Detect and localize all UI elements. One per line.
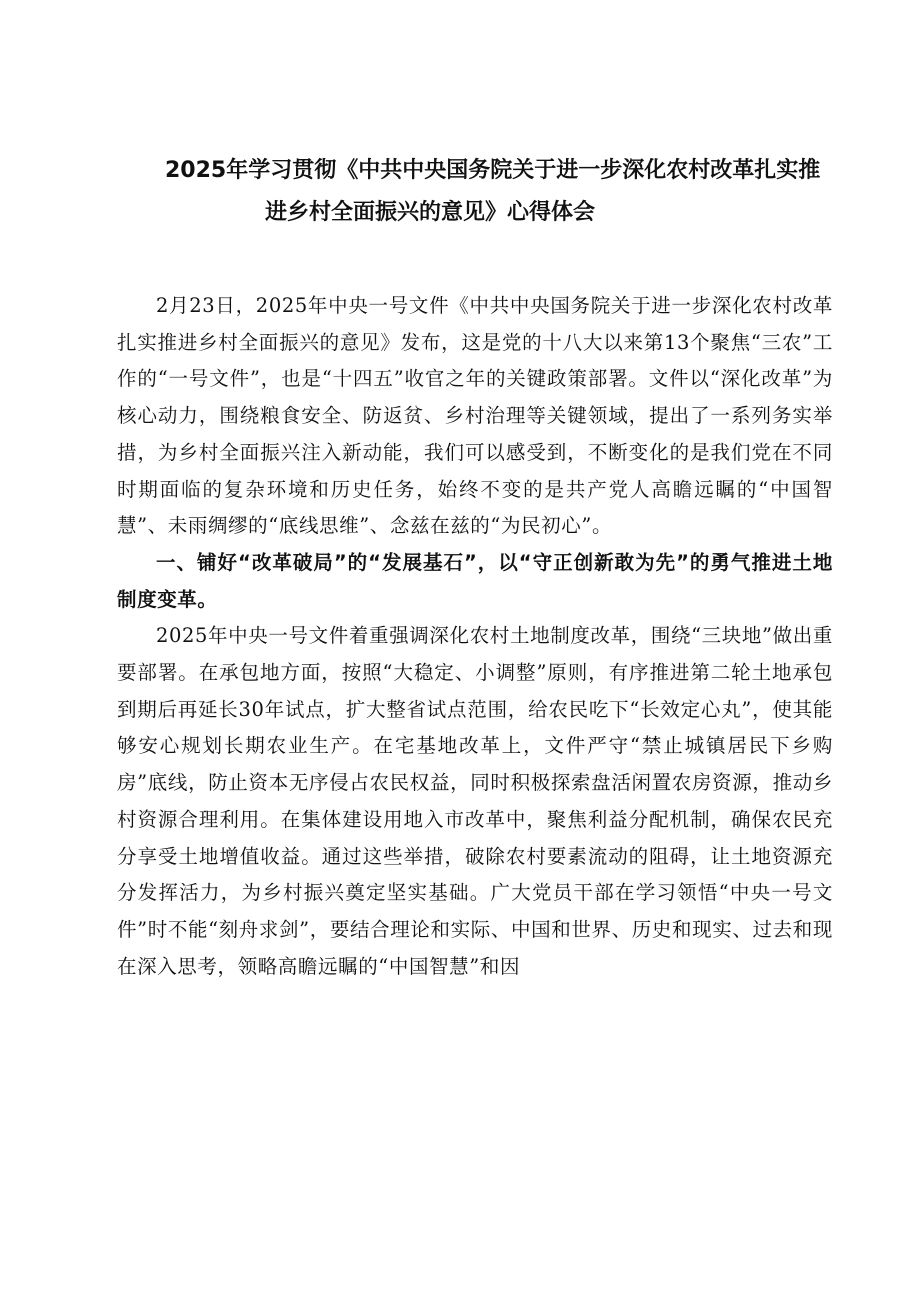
document-title [165, 150, 845, 234]
document-body [117, 288, 833, 985]
section-1-paragraph: 2025年中央一号文件着重强调深化农村土地制度改革，围绕“三块地”做出重要部署。在承包地方面，按照“大稳定、小调整”原则，有序推进第二轮土地承包到期后再延长30年试点，扩大整省试点范围，给农民吃下“长效定心丸”，使其能够安心规划长期农业生产。在宅基地改革上，文件严守“禁止城镇居民下乡购房”底线，防止资本无序侵占农民权益，同时积极探索盘活闲置农房资源，推动乡村资源合理利用。在集体建设用地入市改革中，聚焦利益分配机制，确保农民充分享受土地增值收益。通过这些举措，破除农村要素流动的阻碍，让土地资源充分发挥活力，为乡村振兴奠定坚实基础。广大党员干部在学习领悟“中央一号文件”时不能“刻舟求剑”，要结合理论和实际、中国和世界、历史和现实、过去和现在深入思考，领略高瞻远瞩的“中国智慧”和因 [117, 624, 833, 978]
title-line-1: 2025年学习贯彻《中共中央国务院关于进一步深化农村改革扎实推 [165, 158, 821, 183]
intro-paragraph: 2月23日，2025年中央一号文件《中共中央国务院关于进一步深化农村改革扎实推进乡村全面振兴的意见》发布，这是党的十八大以来第13个聚焦“三农”工作的“一号文件”，也是“十四五”收官之年的关键政策部署。文件以“深化改革”为核心动力，围绕粮食安全、防返贫、乡村治理等关键领域，提出了一系列务实举措，为乡村全面振兴注入新动能，我们可以感受到，不断变化的是我们党在不同时期面临的复杂环境和历史任务，始终不变的是共产党人高瞻远瞩的“中国智慧”、未雨绸缪的“底线思维”、念兹在兹的“为民初心”。 [117, 294, 833, 538]
title-line-2: 进乡村全面振兴的意见》心得体会 [265, 200, 596, 225]
section-heading-1: 一、铺好“改革破局”的“发展基石”，以“守正创新敢为先”的勇气推进土地制度变革。 [117, 550, 833, 611]
